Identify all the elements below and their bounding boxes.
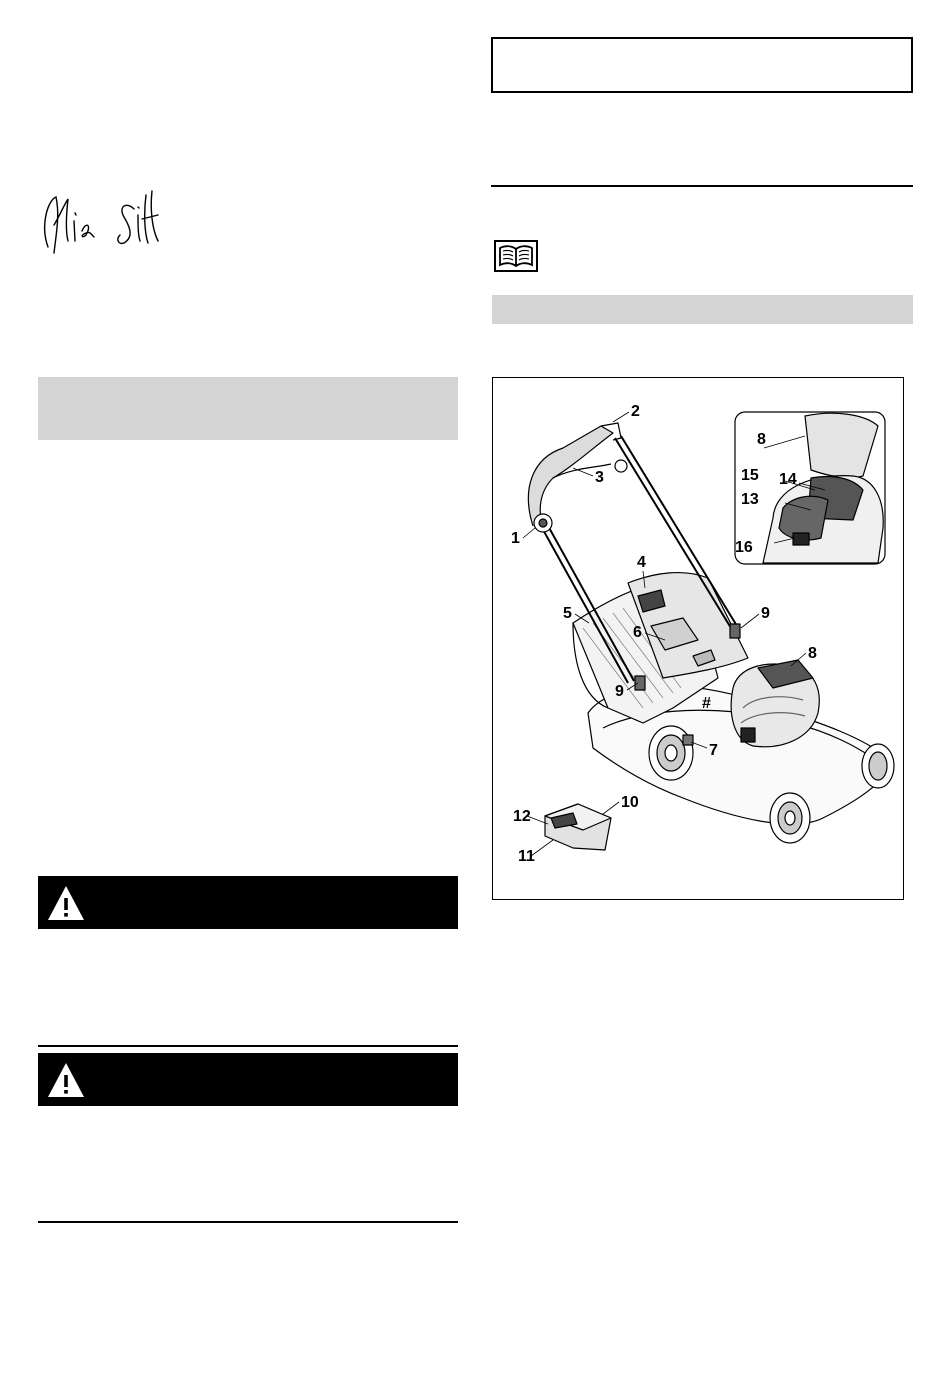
divider-line [38, 1045, 458, 1047]
callout-16: 16 [735, 539, 753, 556]
section-heading-bar [38, 377, 458, 440]
callout-hash: # [702, 695, 711, 712]
signature [34, 185, 184, 260]
callout-10: 10 [621, 794, 639, 811]
divider-line [38, 1221, 458, 1223]
callout-3: 3 [595, 469, 604, 486]
callout-6: 6 [633, 624, 642, 641]
callout-4: 4 [637, 554, 646, 571]
callout-8: 8 [808, 645, 817, 662]
warning-triangle-icon [46, 1060, 86, 1100]
callout-11: 11 [518, 848, 535, 865]
callout-1: 1 [511, 530, 520, 547]
open-book-icon [494, 240, 538, 272]
callout-9-left: 9 [615, 683, 624, 700]
warning-banner [38, 1053, 458, 1106]
divider-line [491, 185, 913, 187]
callout-12: 12 [513, 808, 531, 825]
callout-15: 15 [741, 467, 759, 484]
boxed-heading [491, 37, 913, 93]
callout-13: 13 [741, 491, 759, 508]
callout-14: 14 [779, 471, 797, 488]
mower-diagram [492, 377, 904, 900]
callout-5: 5 [563, 605, 572, 622]
callout-7: 7 [709, 742, 718, 759]
callout-2: 2 [631, 403, 640, 420]
warning-banner [38, 876, 458, 929]
mower-illustration [493, 378, 903, 899]
callout-9-right: 9 [761, 605, 770, 622]
callout-8-inset: 8 [757, 431, 766, 448]
section-heading-bar [492, 295, 913, 324]
warning-triangle-icon [46, 883, 86, 923]
